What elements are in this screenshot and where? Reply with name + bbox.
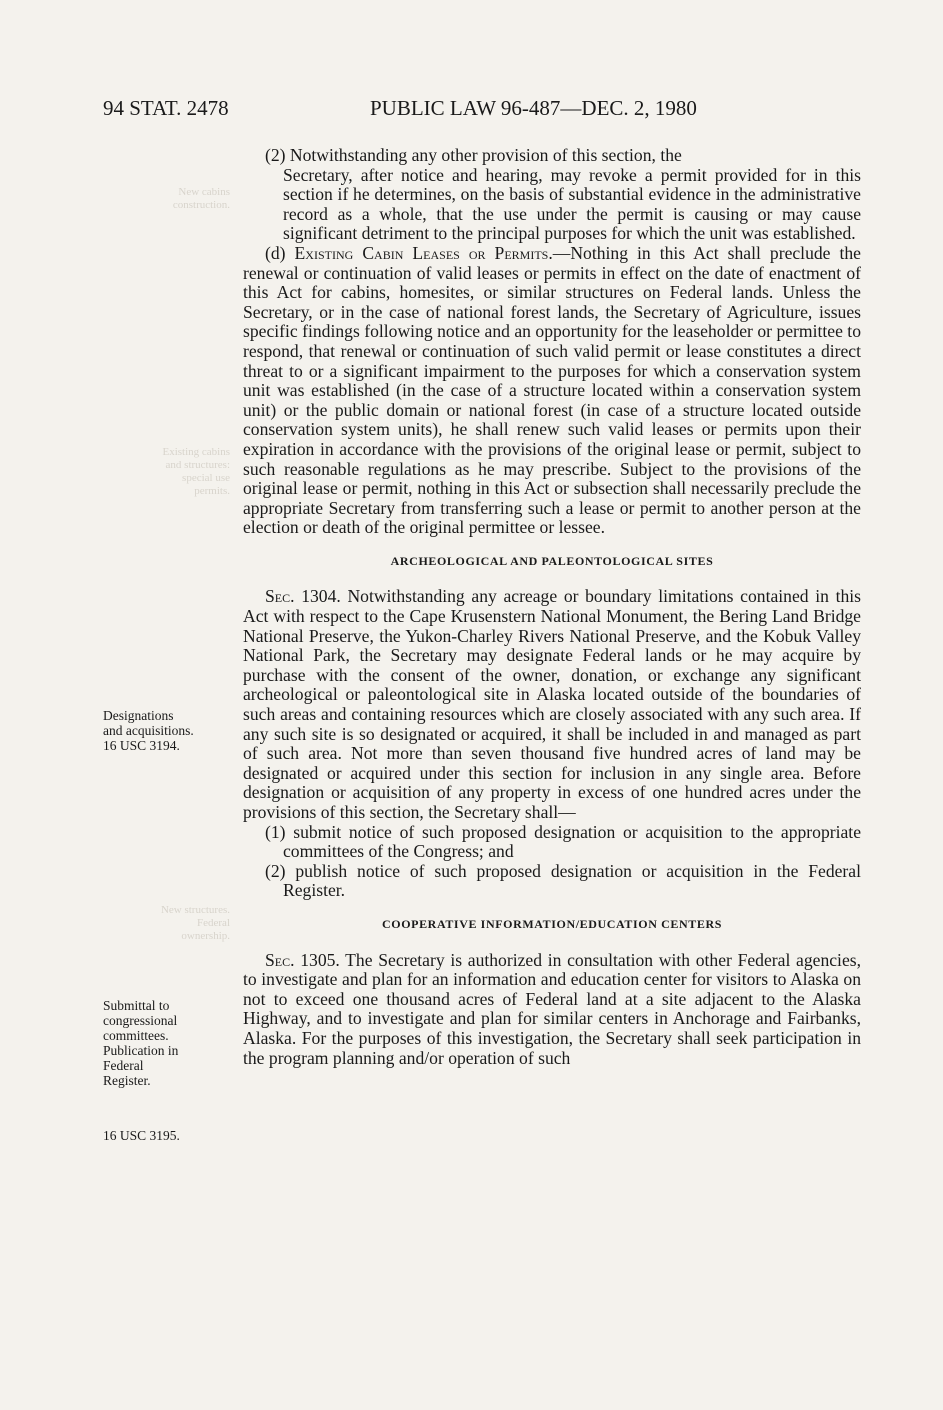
bleed-through-note: New cabins construction. (172, 186, 230, 211)
paragraph-text: —Nothing in this Act shall preclude the renewal or continuation of valid leases or permits in effect on the date of enactment of this Act for cabins, homesites, or similar structures on Federal lands. Unless the Secretary, or in the case of national forest lands, the Secretary of Agriculture, issues specific findings following notice and an opportunity for the leaseholder or permittee to respond, that renewal or continuation of such valid permit or lease constitutes a direct threat to or a significant impairment to the purposes for which a conservation system unit was established (in the case of a structure located within a conservation system unit) or the public domain or national forest (in case of a structure located outside conservation system units), he shall renew such valid leases or permits upon their expiration in accordance with the provisions of the original lease or permit, subject to such reasonable regulations as he may prescribe. Subject to the provisions of the original lease or permit, nothing in this Act or subsection shall necessarily preclude the appropriate Secretary from transferring such a lease or permit to another person at the election or death of the original permittee or lessee. (243, 242, 861, 538)
section-heading-cooperative: COOPERATIVE INFORMATION/EDUCATION CENTERS (382, 916, 722, 931)
bleed-through-note: Existing cabins and structures: special use permits. (162, 446, 230, 497)
section-label: Sec. (265, 949, 295, 970)
paragraph-existing-cabins (243, 244, 861, 538)
margin-note-submittal: Submittal to congressional committees. Publication in Federal Register. (103, 998, 179, 1088)
paragraph-sec-1305 (243, 951, 861, 1069)
list-item-submit-notice: (1) submit notice of such proposed designation or acquisition to the appropriate committees of the Congress; and (265, 821, 861, 862)
bleed-through-note: New structures. Federal ownership. (160, 904, 230, 942)
section-heading-archeological: ARCHEOLOGICAL AND PALEONTOLOGICAL SITES (390, 553, 714, 568)
paragraph-text: 1304. Notwithstanding any acreage or boundary limitations contained in this Act with respect to the Cape Krusenstern National Monument, the Bering Land Bridge National Preserve, the Yukon-Charley Rivers National Preserve, and the Kobuk Valley National Park, the Secretary may designate Federal lands or he may acquire by purchase with the consent of the owner, donation, or exchange any significant archeological or paleontological site in Alaska located outside of the boundaries of such areas and containing resources which are closely associated with any such area. If any such site is so designated or acquired, it shall be included in and managed as part of such area. Not more than seven thousand five hundred acres of land may be designated or acquired under this section for inclusion in any single area. Before designation or acquisition of any property in excess of one hundred acres under the provisions of this section, the Secretary shall— (243, 586, 861, 822)
margin-note-designations: Designations and acquisitions. 16 USC 3194. (103, 708, 194, 753)
paragraph-sec-1304 (243, 587, 861, 822)
paragraph-text: Secretary, after notice and hearing, may revoke a permit provided for in this section if he determines, on the basis of substantial evidence in the administrative record as a whole, that the use under the permit is causing or may cause significant detriment to the principal purposes for which the unit was established. (283, 164, 861, 244)
paragraph-text: 1305. The Secretary is authorized in consultation with other Federal agencies, to investigate and plan for an information and education center for visitors to Alaska on not to exceed one thousand acres of Federal land at a site adjacent to the Alaska Highway, and to investigate and plan for similar centers in Anchorage and Fairbanks, Alaska. For the purposes of this investigation, the Secretary shall seek participation in the program planning and/or operation of such (243, 949, 861, 1068)
subsection-heading: Existing Cabin Leases or Permits. (294, 242, 553, 263)
running-header: PUBLIC LAW 96-487—DEC. 2, 1980 (370, 96, 697, 120)
paragraph-line: (2) Notwithstanding any other provision of this section, the (265, 145, 682, 165)
list-item-publish-notice: (2) publish notice of such proposed designation or acquisition in the Federal Register. (265, 860, 861, 901)
paragraph-revocation (243, 146, 861, 244)
body-text (243, 146, 861, 1068)
statute-page-number: 94 STAT. 2478 (103, 96, 229, 120)
margin-note-usc-3195: 16 USC 3195. (103, 1128, 180, 1143)
subsection-label: (d) (265, 242, 295, 263)
section-label: Sec. (265, 586, 295, 607)
